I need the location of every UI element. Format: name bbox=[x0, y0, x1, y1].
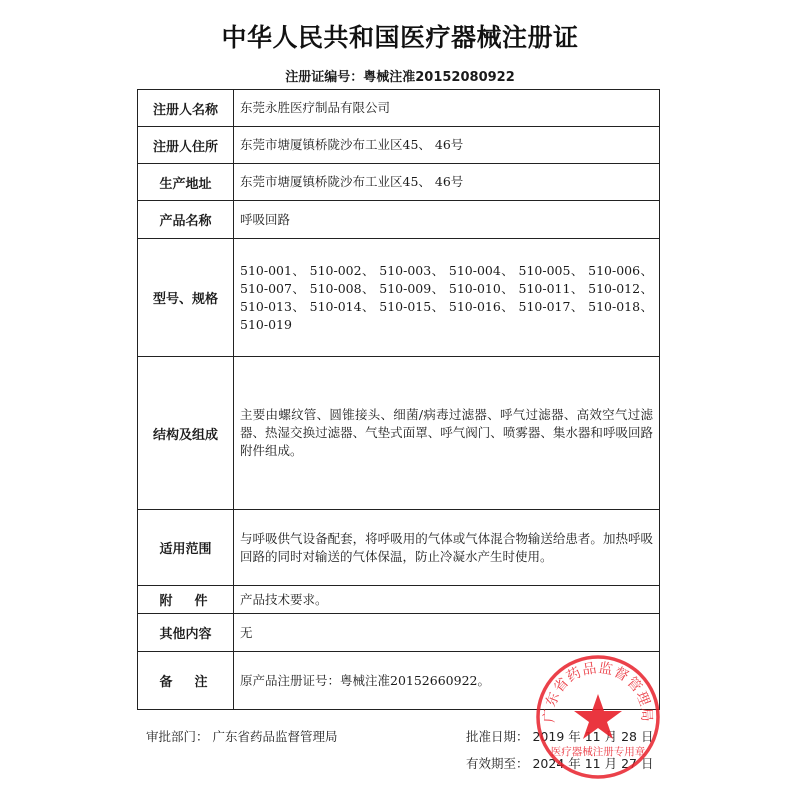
row-product-name bbox=[138, 201, 660, 239]
seal-star-icon bbox=[574, 694, 622, 739]
seal-ring-text: 广东省药品监督管理局 bbox=[541, 660, 655, 723]
row-registrant-name bbox=[138, 90, 660, 127]
value-registrant-name: 东莞永胜医疗制品有限公司 bbox=[234, 90, 660, 127]
value-scope: 与呼吸供气设备配套，将呼吸用的气体或气体混合物输送给患者。加热呼吸回路的同时对输送的气体保温，防止冷凝水产生时使用。 bbox=[234, 510, 660, 586]
label-other: 其他内容 bbox=[138, 614, 234, 652]
label-scope: 适用范围 bbox=[138, 510, 234, 586]
value-attachment: 产品技术要求。 bbox=[234, 586, 660, 614]
approval-department: 审批部门： 广东省药品监督管理局 bbox=[146, 729, 338, 744]
label-registrant-address: 注册人住所 bbox=[138, 127, 234, 164]
row-other bbox=[138, 614, 660, 652]
registration-number: 注册证编号：粤械注准20152080922 bbox=[285, 70, 515, 85]
value-production-address: 东莞市塘厦镇桥陇沙布工业区45、 46号 bbox=[234, 164, 660, 201]
approval-date: 批准日期： 2019 年 11 月 28 日 bbox=[466, 729, 654, 744]
row-scope bbox=[138, 510, 660, 586]
label-product-name: 产品名称 bbox=[138, 201, 234, 239]
seal-bottom-text: 医疗器械注册专用章 bbox=[550, 746, 646, 758]
value-remarks: 原产品注册证号：粤械注准20152660922。 bbox=[234, 652, 660, 710]
row-registrant-address bbox=[138, 127, 660, 164]
label-remarks: 备注 bbox=[138, 652, 234, 710]
label-attachment: 附件 bbox=[138, 586, 234, 614]
valid-until: 有效期至： 2024 年 11 月 27 日 bbox=[466, 756, 654, 771]
certificate-title: 中华人民共和国医疗器械注册证 bbox=[221, 23, 579, 52]
value-other: 无 bbox=[234, 614, 660, 652]
label-model-spec: 型号、规格 bbox=[138, 239, 234, 357]
value-registrant-address: 东莞市塘厦镇桥陇沙布工业区45、 46号 bbox=[234, 127, 660, 164]
value-model-spec: 510-001、 510-002、 510-003、 510-004、 510-005、 510-006、 510-007、 510-008、 510-009、 510-010、 510-011、 510-012、 510-013、 510-014、 510-015、 510-016、 510-017、 510-018、 510-019 bbox=[234, 239, 660, 357]
certificate-table bbox=[137, 89, 660, 710]
label-production-address: 生产地址 bbox=[138, 164, 234, 201]
label-structure: 结构及组成 bbox=[138, 357, 234, 510]
row-structure bbox=[138, 357, 660, 510]
value-structure: 主要由螺纹管、圆锥接头、细菌/病毒过滤器、呼气过滤器、高效空气过滤器、热湿交换过滤器、气垫式面罩、呼气阀门、喷雾器、集水器和呼吸回路附件组成。 bbox=[234, 357, 660, 510]
row-production-address bbox=[138, 164, 660, 201]
row-model-spec bbox=[138, 239, 660, 357]
official-seal-stamp bbox=[533, 652, 663, 782]
label-registrant-name: 注册人名称 bbox=[138, 90, 234, 127]
value-product-name: 呼吸回路 bbox=[234, 201, 660, 239]
row-attachment bbox=[138, 586, 660, 614]
